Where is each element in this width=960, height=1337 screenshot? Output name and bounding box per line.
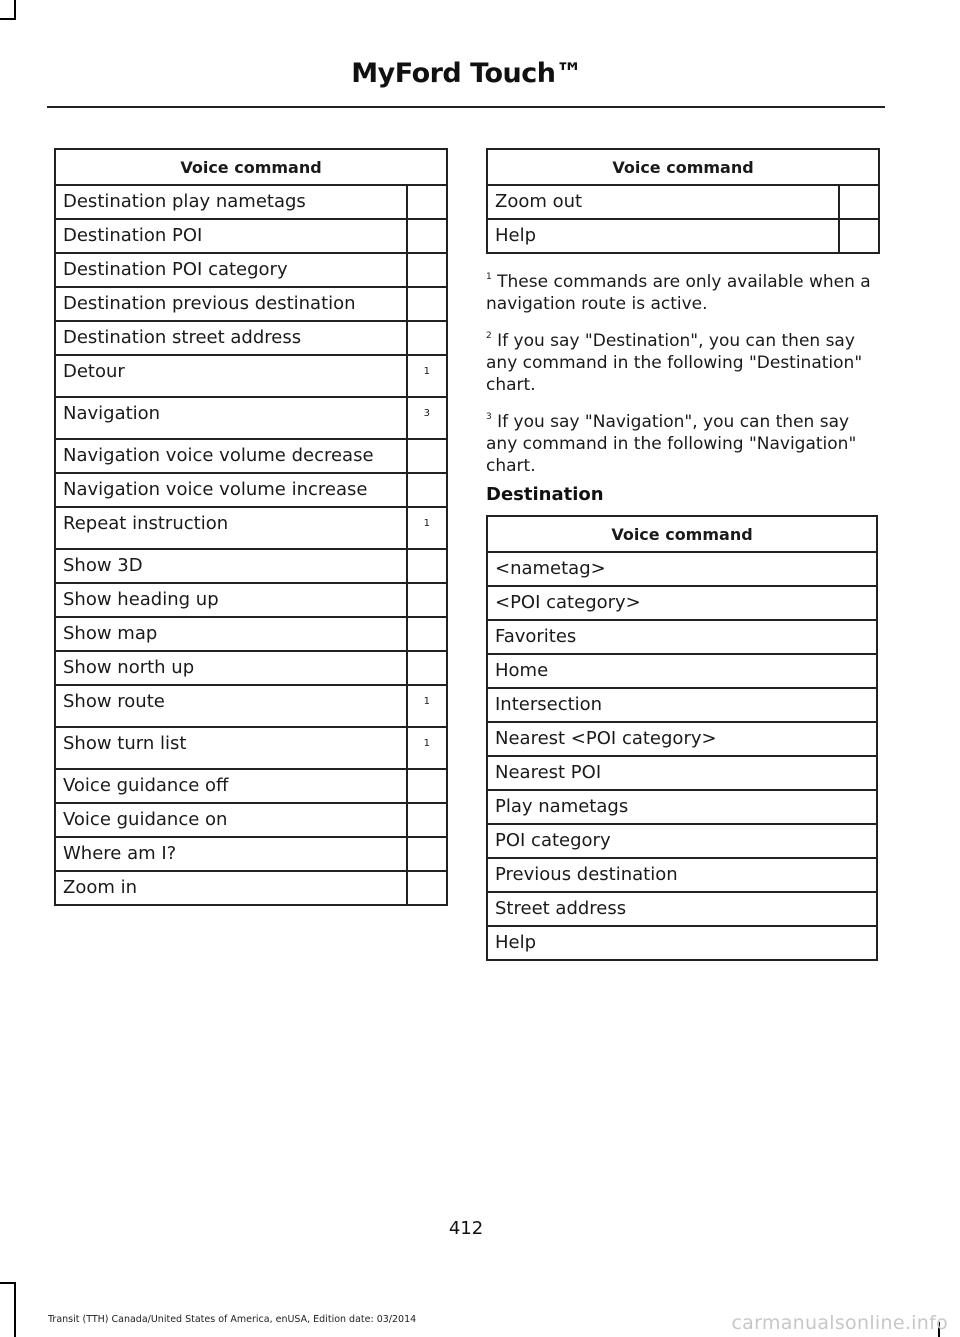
table-row (55, 583, 447, 617)
command-label: <POI category> (487, 586, 877, 620)
footnote-ref (407, 185, 447, 219)
crop-mark (14, 1282, 16, 1337)
table-row (55, 439, 447, 473)
table-row (55, 871, 447, 905)
watermark: carmanualsonline.info (731, 1312, 948, 1334)
footnote-ref (407, 287, 447, 321)
footer-edition-text: Transit (TTH) Canada/United States of America, enUSA, Edition date: 03/2014 (48, 1314, 417, 1325)
table-row (55, 397, 447, 439)
footnote-ref (407, 549, 447, 583)
command-label: Play nametags (487, 790, 877, 824)
footnote-ref (407, 769, 447, 803)
footnote-ref (839, 185, 879, 219)
table-row (55, 473, 447, 507)
table-row (55, 803, 447, 837)
header-divider (47, 106, 885, 108)
command-label: Navigation voice volume increase (55, 473, 407, 507)
footnote-ref: 1 (407, 355, 447, 397)
table-row (55, 769, 447, 803)
table-row (487, 620, 877, 654)
table-header: Voice command (487, 149, 879, 185)
command-label: Show route (55, 685, 407, 727)
table-row (487, 219, 879, 253)
table-header: Voice command (487, 516, 877, 552)
table-row (55, 219, 447, 253)
footnote-ref (407, 253, 447, 287)
command-label: Show map (55, 617, 407, 651)
table-row (55, 321, 447, 355)
crop-mark (14, 0, 16, 20)
footnote-ref (407, 219, 447, 253)
table-row (487, 722, 877, 756)
command-label: Nearest <POI category> (487, 722, 877, 756)
section-heading-destination: Destination (486, 484, 604, 505)
command-label: Intersection (487, 688, 877, 722)
table-row (55, 837, 447, 871)
command-label: Show north up (55, 651, 407, 685)
table-row (55, 549, 447, 583)
table-row (487, 824, 877, 858)
command-label: Favorites (487, 620, 877, 654)
table-row (55, 253, 447, 287)
command-label: <nametag> (487, 552, 877, 586)
command-label: Voice guidance off (55, 769, 407, 803)
table-row (487, 688, 877, 722)
crop-mark (0, 18, 16, 20)
footnote-ref (407, 837, 447, 871)
footnote-ref (407, 651, 447, 685)
command-label: Detour (55, 355, 407, 397)
command-label: Street address (487, 892, 877, 926)
command-label: Zoom in (55, 871, 407, 905)
command-label: Destination previous destination (55, 287, 407, 321)
command-label: Where am I? (55, 837, 407, 871)
destination-command-table (486, 515, 878, 961)
table-row (55, 727, 447, 769)
command-label: Home (487, 654, 877, 688)
footnote-ref (407, 617, 447, 651)
table-row (487, 756, 877, 790)
command-label: POI category (487, 824, 877, 858)
footnote-ref: 1 (407, 507, 447, 549)
command-label: Nearest POI (487, 756, 877, 790)
command-label: Show turn list (55, 727, 407, 769)
page-title: MyFord Touch™ (351, 58, 582, 89)
table-row (55, 651, 447, 685)
footnote: $^2$ If you say "Destination", you can then say any command in the following "Destination" chart. (486, 331, 863, 395)
command-label: Navigation voice volume decrease (55, 439, 407, 473)
command-label: Previous destination (487, 858, 877, 892)
command-label: Zoom out (487, 185, 839, 219)
table-row (55, 287, 447, 321)
table-header: Voice command (55, 149, 447, 185)
command-label: Show heading up (55, 583, 407, 617)
command-label: Help (487, 926, 877, 960)
footnote: $^3$ If you say "Navigation", you can then say any command in the following "Navigation" chart. (486, 412, 857, 476)
footnote-ref (839, 219, 879, 253)
footnote-ref: 3 (407, 397, 447, 439)
table-row (55, 185, 447, 219)
table-row (487, 892, 877, 926)
table-row (487, 790, 877, 824)
command-label: Destination street address (55, 321, 407, 355)
footnote: $^1$ These commands are only available when a navigation route is active. (486, 272, 871, 314)
command-label: Repeat instruction (55, 507, 407, 549)
footnote-ref (407, 321, 447, 355)
voice-command-table-right (486, 148, 880, 254)
command-label: Destination POI (55, 219, 407, 253)
table-row (487, 552, 877, 586)
command-label: Destination POI category (55, 253, 407, 287)
command-label: Navigation (55, 397, 407, 439)
footnote-ref (407, 439, 447, 473)
voice-command-table-left (54, 148, 448, 906)
command-label: Show 3D (55, 549, 407, 583)
footnote-ref (407, 803, 447, 837)
command-label: Voice guidance on (55, 803, 407, 837)
footnote-ref (407, 871, 447, 905)
table-row (487, 654, 877, 688)
table-row (487, 185, 879, 219)
footnotes (486, 266, 880, 487)
footnote-ref: 1 (407, 685, 447, 727)
table-row (55, 685, 447, 727)
footnote-ref (407, 583, 447, 617)
table-row (55, 355, 447, 397)
table-row (55, 507, 447, 549)
footnote-ref: 1 (407, 727, 447, 769)
table-row (55, 617, 447, 651)
footnote-ref (407, 473, 447, 507)
command-label: Destination play nametags (55, 185, 407, 219)
crop-mark (0, 1282, 16, 1284)
table-row (487, 858, 877, 892)
page-number: 412 (448, 1218, 484, 1239)
command-label: Help (487, 219, 839, 253)
table-row (487, 586, 877, 620)
table-row (487, 926, 877, 960)
